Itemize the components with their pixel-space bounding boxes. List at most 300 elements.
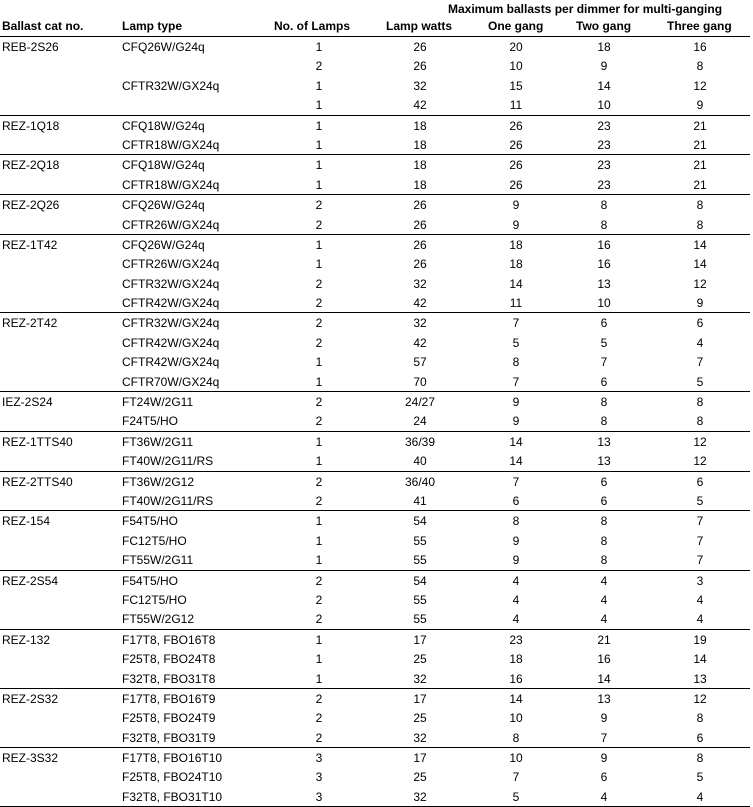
num-lamps-cell: 2 bbox=[315, 296, 323, 311]
lamp-watts-cell: 55 bbox=[413, 592, 427, 607]
table-row bbox=[0, 451, 750, 470]
one-gang-cell: 18 bbox=[509, 257, 523, 272]
header-one-gang: One gang bbox=[488, 19, 544, 33]
one-gang-cell: 26 bbox=[509, 118, 523, 133]
ballast-group bbox=[0, 748, 750, 807]
three-gang-cell: 5 bbox=[696, 374, 704, 389]
two-gang-cell: 8 bbox=[600, 395, 608, 410]
two-gang-cell: 14 bbox=[597, 78, 611, 93]
two-gang-cell: 8 bbox=[600, 514, 608, 529]
three-gang-cell: 9 bbox=[696, 296, 704, 311]
num-lamps-cell: 1 bbox=[315, 177, 323, 192]
two-gang-cell: 6 bbox=[600, 374, 608, 389]
three-gang-cell: 4 bbox=[696, 612, 704, 627]
lamp-watts-cell: 54 bbox=[413, 573, 427, 588]
num-lamps-cell: 2 bbox=[315, 395, 323, 410]
num-lamps-cell: 3 bbox=[315, 789, 323, 804]
num-lamps-cell: 1 bbox=[315, 533, 323, 548]
lamp-watts-cell: 26 bbox=[413, 257, 427, 272]
table-row bbox=[0, 432, 750, 451]
one-gang-cell: 20 bbox=[509, 40, 523, 54]
lamp-watts-cell: 55 bbox=[413, 533, 427, 548]
one-gang-cell: 8 bbox=[512, 514, 520, 529]
header-group-row bbox=[0, 0, 750, 18]
ballast-cat-cell: REZ-2Q26 bbox=[2, 198, 60, 213]
ballast-cat-cell: REZ-1Q18 bbox=[2, 118, 60, 133]
ballast-cat-cell: REZ-154 bbox=[2, 514, 51, 529]
two-gang-cell: 23 bbox=[597, 118, 611, 133]
ballast-cat-cell: REZ-1T42 bbox=[2, 237, 58, 252]
two-gang-cell: 23 bbox=[597, 137, 611, 152]
lamp-type-cell: F25T8, FBO24T8 bbox=[122, 652, 216, 667]
three-gang-cell: 21 bbox=[693, 118, 707, 133]
lamp-watts-cell: 55 bbox=[413, 553, 427, 568]
num-lamps-cell: 1 bbox=[315, 514, 323, 529]
lamp-type-cell: F32T8, FBO31T10 bbox=[122, 789, 223, 804]
lamp-watts-cell: 42 bbox=[413, 98, 427, 113]
lamp-watts-cell: 26 bbox=[413, 59, 427, 74]
one-gang-cell: 7 bbox=[512, 374, 520, 389]
header-row bbox=[0, 18, 750, 37]
three-gang-cell: 6 bbox=[696, 474, 704, 489]
one-gang-cell: 18 bbox=[509, 652, 523, 667]
ballast-group bbox=[0, 630, 750, 689]
three-gang-cell: 8 bbox=[696, 751, 704, 766]
lamp-watts-cell: 25 bbox=[413, 652, 427, 667]
two-gang-cell: 9 bbox=[600, 59, 608, 74]
one-gang-cell: 5 bbox=[512, 335, 520, 350]
one-gang-cell: 4 bbox=[512, 612, 520, 627]
table-row bbox=[0, 708, 750, 727]
lamp-type-cell: FT36W/2G12 bbox=[122, 474, 195, 489]
lamp-type-cell: FT24W/2G11 bbox=[122, 395, 194, 410]
two-gang-cell: 6 bbox=[600, 316, 608, 331]
three-gang-cell: 8 bbox=[696, 198, 704, 213]
lamp-watts-cell: 41 bbox=[413, 493, 427, 508]
lamp-watts-cell: 32 bbox=[413, 730, 427, 745]
one-gang-cell: 9 bbox=[512, 198, 520, 213]
lamp-type-cell: F17T8, FBO16T10 bbox=[122, 751, 223, 766]
lamp-watts-cell: 18 bbox=[413, 118, 427, 133]
one-gang-cell: 16 bbox=[509, 671, 523, 686]
three-gang-cell: 8 bbox=[696, 711, 704, 726]
lamp-type-cell: FT36W/2G11 bbox=[122, 434, 194, 449]
one-gang-cell: 5 bbox=[512, 789, 520, 804]
one-gang-cell: 26 bbox=[509, 137, 523, 152]
two-gang-cell: 13 bbox=[597, 454, 611, 469]
lamp-type-cell: F32T8, FBO31T8 bbox=[122, 671, 216, 686]
two-gang-cell: 6 bbox=[600, 770, 608, 785]
header-group-title: Maximum ballasts per dimmer for multi-ganging bbox=[448, 2, 723, 16]
lamp-type-cell: CFTR32W/GX24q bbox=[122, 78, 220, 93]
lamp-type-cell: F17T8, FBO16T8 bbox=[122, 632, 216, 647]
lamp-type-cell: CFTR26W/GX24q bbox=[122, 257, 220, 272]
lamp-type-cell: CFQ26W/G24q bbox=[122, 40, 205, 54]
table-row bbox=[0, 590, 750, 609]
two-gang-cell: 7 bbox=[600, 355, 608, 370]
lamp-type-cell: CFTR70W/GX24q bbox=[122, 374, 220, 389]
three-gang-cell: 12 bbox=[693, 276, 707, 291]
lamp-watts-cell: 25 bbox=[413, 711, 427, 726]
lamp-watts-cell: 18 bbox=[413, 177, 427, 192]
two-gang-cell: 5 bbox=[600, 335, 608, 350]
num-lamps-cell: 3 bbox=[315, 770, 323, 785]
three-gang-cell: 5 bbox=[696, 770, 704, 785]
one-gang-cell: 6 bbox=[512, 493, 520, 508]
three-gang-cell: 13 bbox=[693, 671, 707, 686]
one-gang-cell: 8 bbox=[512, 730, 520, 745]
one-gang-cell: 4 bbox=[512, 573, 520, 588]
lamp-type-cell: F32T8, FBO31T9 bbox=[122, 730, 216, 745]
three-gang-cell: 7 bbox=[696, 553, 704, 568]
lamp-watts-cell: 36/40 bbox=[404, 474, 436, 489]
one-gang-cell: 14 bbox=[509, 454, 523, 469]
table-body bbox=[0, 37, 750, 807]
two-gang-cell: 6 bbox=[600, 493, 608, 508]
three-gang-cell: 7 bbox=[696, 533, 704, 548]
lamp-watts-cell: 17 bbox=[413, 751, 427, 766]
table-row bbox=[0, 531, 750, 550]
ballast-group bbox=[0, 571, 750, 630]
lamp-watts-cell: 17 bbox=[413, 632, 427, 647]
table-row bbox=[0, 235, 750, 254]
three-gang-cell: 7 bbox=[696, 514, 704, 529]
three-gang-cell: 5 bbox=[696, 493, 704, 508]
one-gang-cell: 14 bbox=[509, 691, 523, 706]
three-gang-cell: 6 bbox=[696, 316, 704, 331]
three-gang-cell: 8 bbox=[696, 59, 704, 74]
table-row bbox=[0, 175, 750, 194]
lamp-watts-cell: 42 bbox=[413, 296, 427, 311]
three-gang-cell: 8 bbox=[696, 217, 704, 232]
lamp-type-cell: CFQ26W/G24q bbox=[122, 237, 205, 252]
three-gang-cell: 12 bbox=[693, 454, 707, 469]
lamp-type-cell: F25T8, FBO24T10 bbox=[122, 770, 223, 785]
lamp-watts-cell: 32 bbox=[413, 316, 427, 331]
num-lamps-cell: 1 bbox=[315, 553, 323, 568]
table-row bbox=[0, 787, 750, 806]
ballast-group bbox=[0, 511, 750, 570]
lamp-watts-cell: 26 bbox=[413, 217, 427, 232]
num-lamps-cell: 2 bbox=[315, 730, 323, 745]
one-gang-cell: 4 bbox=[512, 592, 520, 607]
lamp-type-cell: F54T5/HO bbox=[122, 514, 179, 529]
two-gang-cell: 8 bbox=[600, 217, 608, 232]
lamp-watts-cell: 17 bbox=[413, 691, 427, 706]
table-row bbox=[0, 571, 750, 590]
three-gang-cell: 12 bbox=[693, 78, 707, 93]
two-gang-cell: 9 bbox=[600, 711, 608, 726]
table-row bbox=[0, 472, 750, 491]
one-gang-cell: 7 bbox=[512, 770, 520, 785]
lamp-watts-cell: 54 bbox=[413, 514, 427, 529]
lamp-type-cell: CFTR26W/GX24q bbox=[122, 217, 220, 232]
table-row bbox=[0, 56, 750, 75]
two-gang-cell: 14 bbox=[597, 671, 611, 686]
lamp-type-cell: CFTR32W/GX24q bbox=[122, 276, 220, 291]
table-row bbox=[0, 135, 750, 154]
two-gang-cell: 8 bbox=[600, 414, 608, 429]
ballast-cat-cell: REZ-2TTS40 bbox=[2, 474, 73, 489]
table-row bbox=[0, 649, 750, 668]
num-lamps-cell: 1 bbox=[315, 374, 323, 389]
three-gang-cell: 3 bbox=[696, 573, 704, 588]
one-gang-cell: 23 bbox=[509, 632, 523, 647]
num-lamps-cell: 1 bbox=[315, 158, 323, 173]
num-lamps-cell: 1 bbox=[315, 652, 323, 667]
num-lamps-cell: 2 bbox=[315, 493, 323, 508]
num-lamps-cell: 2 bbox=[315, 217, 323, 232]
num-lamps-cell: 1 bbox=[315, 137, 323, 152]
two-gang-cell: 8 bbox=[600, 533, 608, 548]
num-lamps-cell: 2 bbox=[315, 198, 323, 213]
ballast-cat-cell: REB-2S26 bbox=[2, 40, 59, 54]
three-gang-cell: 16 bbox=[693, 40, 707, 54]
ballast-cat-cell: REZ-2Q18 bbox=[2, 158, 60, 173]
lamp-type-cell: CFTR18W/GX24q bbox=[122, 177, 220, 192]
one-gang-cell: 10 bbox=[509, 711, 523, 726]
two-gang-cell: 8 bbox=[600, 198, 608, 213]
three-gang-cell: 7 bbox=[696, 355, 704, 370]
two-gang-cell: 16 bbox=[597, 237, 611, 252]
num-lamps-cell: 2 bbox=[315, 691, 323, 706]
lamp-watts-cell: 36/39 bbox=[404, 434, 436, 449]
header-num-lamps: No. of Lamps bbox=[274, 19, 351, 33]
table-row bbox=[0, 95, 750, 114]
header-ballast-cat: Ballast cat no. bbox=[2, 19, 84, 33]
lamp-type-cell: FT40W/2G11/RS bbox=[122, 454, 214, 469]
lamp-type-cell: CFTR18W/GX24q bbox=[122, 137, 220, 152]
ballast-cat-cell: REZ-1TTS40 bbox=[2, 434, 73, 449]
num-lamps-cell: 2 bbox=[315, 316, 323, 331]
lamp-type-cell: CFQ18W/G24q bbox=[122, 118, 205, 133]
lamp-type-cell: F25T8, FBO24T9 bbox=[122, 711, 216, 726]
one-gang-cell: 10 bbox=[509, 59, 523, 74]
table-row bbox=[0, 630, 750, 649]
one-gang-cell: 9 bbox=[512, 553, 520, 568]
ballast-group bbox=[0, 155, 750, 195]
ballast-cat-cell: REZ-2S32 bbox=[2, 691, 59, 706]
ballast-group bbox=[0, 313, 750, 392]
table-row bbox=[0, 767, 750, 786]
ballast-cat-cell: REZ-132 bbox=[2, 632, 51, 647]
ballast-group bbox=[0, 472, 750, 512]
table-row bbox=[0, 669, 750, 688]
three-gang-cell: 12 bbox=[693, 434, 707, 449]
table-row bbox=[0, 215, 750, 234]
num-lamps-cell: 2 bbox=[315, 474, 323, 489]
num-lamps-cell: 2 bbox=[315, 276, 323, 291]
two-gang-cell: 23 bbox=[597, 158, 611, 173]
two-gang-cell: 4 bbox=[600, 789, 608, 804]
num-lamps-cell: 2 bbox=[315, 592, 323, 607]
lamp-type-cell: FC12T5/HO bbox=[122, 592, 187, 607]
ballast-group bbox=[0, 432, 750, 472]
one-gang-cell: 10 bbox=[509, 751, 523, 766]
num-lamps-cell: 1 bbox=[315, 454, 323, 469]
header-three-gang: Three gang bbox=[667, 19, 732, 33]
table-row bbox=[0, 392, 750, 411]
one-gang-cell: 7 bbox=[512, 316, 520, 331]
num-lamps-cell: 2 bbox=[315, 59, 323, 74]
table-row bbox=[0, 116, 750, 135]
lamp-type-cell: F54T5/HO bbox=[122, 573, 179, 588]
lamp-watts-cell: 25 bbox=[413, 770, 427, 785]
table-row bbox=[0, 293, 750, 312]
three-gang-cell: 14 bbox=[693, 652, 707, 667]
num-lamps-cell: 3 bbox=[315, 751, 323, 766]
table-row bbox=[0, 352, 750, 371]
three-gang-cell: 21 bbox=[693, 137, 707, 152]
num-lamps-cell: 1 bbox=[315, 671, 323, 686]
one-gang-cell: 26 bbox=[509, 177, 523, 192]
ballast-cat-cell: REZ-3S32 bbox=[2, 751, 59, 766]
two-gang-cell: 6 bbox=[600, 474, 608, 489]
three-gang-cell: 6 bbox=[696, 730, 704, 745]
three-gang-cell: 4 bbox=[696, 592, 704, 607]
one-gang-cell: 18 bbox=[509, 237, 523, 252]
lamp-type-cell: FT55W/2G12 bbox=[122, 612, 195, 627]
lamp-watts-cell: 70 bbox=[413, 374, 427, 389]
lamp-watts-cell: 55 bbox=[413, 612, 427, 627]
table-row bbox=[0, 550, 750, 569]
table-row bbox=[0, 333, 750, 352]
header-lamp-type: Lamp type bbox=[122, 19, 183, 33]
ballast-group bbox=[0, 195, 750, 235]
three-gang-cell: 8 bbox=[696, 414, 704, 429]
lamp-type-cell: CFTR42W/GX24q bbox=[122, 296, 220, 311]
ballast-cat-cell: IEZ-2S24 bbox=[2, 395, 53, 410]
lamp-watts-cell: 18 bbox=[413, 158, 427, 173]
two-gang-cell: 4 bbox=[600, 592, 608, 607]
num-lamps-cell: 2 bbox=[315, 414, 323, 429]
ballast-group bbox=[0, 116, 750, 156]
two-gang-cell: 13 bbox=[597, 276, 611, 291]
num-lamps-cell: 1 bbox=[315, 257, 323, 272]
two-gang-cell: 16 bbox=[597, 257, 611, 272]
one-gang-cell: 15 bbox=[509, 78, 523, 93]
table-row bbox=[0, 748, 750, 767]
num-lamps-cell: 2 bbox=[315, 573, 323, 588]
three-gang-cell: 12 bbox=[693, 691, 707, 706]
lamp-watts-cell: 42 bbox=[413, 335, 427, 350]
three-gang-cell: 14 bbox=[693, 257, 707, 272]
num-lamps-cell: 1 bbox=[315, 118, 323, 133]
lamp-watts-cell: 26 bbox=[413, 237, 427, 252]
table-row bbox=[0, 37, 750, 56]
three-gang-cell: 9 bbox=[696, 98, 704, 113]
two-gang-cell: 9 bbox=[600, 751, 608, 766]
lamp-type-cell: F17T8, FBO16T9 bbox=[122, 691, 216, 706]
table-row bbox=[0, 254, 750, 273]
three-gang-cell: 14 bbox=[693, 237, 707, 252]
three-gang-cell: 8 bbox=[696, 395, 704, 410]
three-gang-cell: 21 bbox=[693, 177, 707, 192]
two-gang-cell: 8 bbox=[600, 553, 608, 568]
lamp-watts-cell: 57 bbox=[413, 355, 427, 370]
three-gang-cell: 4 bbox=[696, 335, 704, 350]
two-gang-cell: 18 bbox=[597, 40, 611, 54]
table-row bbox=[0, 491, 750, 510]
lamp-watts-cell: 40 bbox=[413, 454, 427, 469]
table-row bbox=[0, 411, 750, 430]
table-row bbox=[0, 372, 750, 391]
one-gang-cell: 11 bbox=[509, 98, 523, 113]
one-gang-cell: 7 bbox=[512, 474, 520, 489]
table-row bbox=[0, 195, 750, 214]
table-row bbox=[0, 76, 750, 95]
num-lamps-cell: 1 bbox=[315, 632, 323, 647]
lamp-watts-cell: 24/27 bbox=[404, 395, 436, 410]
num-lamps-cell: 1 bbox=[315, 237, 323, 252]
num-lamps-cell: 2 bbox=[315, 612, 323, 627]
ballast-group bbox=[0, 37, 750, 116]
num-lamps-cell: 1 bbox=[315, 434, 323, 449]
header-lamp-watts: Lamp watts bbox=[386, 19, 453, 33]
lamp-type-cell: FT55W/2G11 bbox=[122, 553, 194, 568]
three-gang-cell: 4 bbox=[696, 789, 704, 804]
lamp-watts-cell: 32 bbox=[413, 671, 427, 686]
two-gang-cell: 7 bbox=[600, 730, 608, 745]
ballast-group bbox=[0, 235, 750, 314]
num-lamps-cell: 1 bbox=[315, 78, 323, 93]
lamp-watts-cell: 18 bbox=[413, 137, 427, 152]
one-gang-cell: 9 bbox=[512, 414, 520, 429]
three-gang-cell: 19 bbox=[693, 632, 707, 647]
lamp-type-cell: F24T5/HO bbox=[122, 414, 179, 429]
one-gang-cell: 9 bbox=[512, 533, 520, 548]
table-row bbox=[0, 728, 750, 747]
lamp-type-cell: FT40W/2G11/RS bbox=[122, 493, 214, 508]
two-gang-cell: 13 bbox=[597, 434, 611, 449]
lamp-watts-cell: 26 bbox=[413, 198, 427, 213]
two-gang-cell: 4 bbox=[600, 612, 608, 627]
header-two-gang: Two gang bbox=[576, 19, 632, 33]
lamp-type-cell: CFQ18W/G24q bbox=[122, 158, 205, 173]
lamp-watts-cell: 24 bbox=[413, 414, 427, 429]
lamp-type-cell: FC12T5/HO bbox=[122, 533, 187, 548]
table-row bbox=[0, 313, 750, 332]
one-gang-cell: 14 bbox=[509, 276, 523, 291]
table-row bbox=[0, 511, 750, 530]
table-row bbox=[0, 155, 750, 174]
lamp-type-cell: CFTR32W/GX24q bbox=[122, 316, 220, 331]
two-gang-cell: 4 bbox=[600, 573, 608, 588]
lamp-watts-cell: 26 bbox=[413, 40, 427, 54]
one-gang-cell: 11 bbox=[509, 296, 523, 311]
one-gang-cell: 26 bbox=[509, 158, 523, 173]
lamp-type-cell: CFTR42W/GX24q bbox=[122, 335, 220, 350]
one-gang-cell: 14 bbox=[509, 434, 523, 449]
table-row bbox=[0, 609, 750, 628]
num-lamps-cell: 2 bbox=[315, 711, 323, 726]
num-lamps-cell: 2 bbox=[315, 335, 323, 350]
ballast-group bbox=[0, 392, 750, 432]
lamp-watts-cell: 32 bbox=[413, 78, 427, 93]
lamp-type-cell: CFTR42W/GX24q bbox=[122, 355, 220, 370]
lamp-type-cell: CFQ26W/G24q bbox=[122, 198, 205, 213]
two-gang-cell: 10 bbox=[597, 98, 611, 113]
lamp-watts-cell: 32 bbox=[413, 276, 427, 291]
lamp-watts-cell: 32 bbox=[413, 789, 427, 804]
two-gang-cell: 16 bbox=[597, 652, 611, 667]
one-gang-cell: 9 bbox=[512, 395, 520, 410]
table-row bbox=[0, 689, 750, 708]
num-lamps-cell: 1 bbox=[315, 355, 323, 370]
two-gang-cell: 13 bbox=[597, 691, 611, 706]
ballast-cat-cell: REZ-2S54 bbox=[2, 573, 59, 588]
two-gang-cell: 21 bbox=[597, 632, 611, 647]
